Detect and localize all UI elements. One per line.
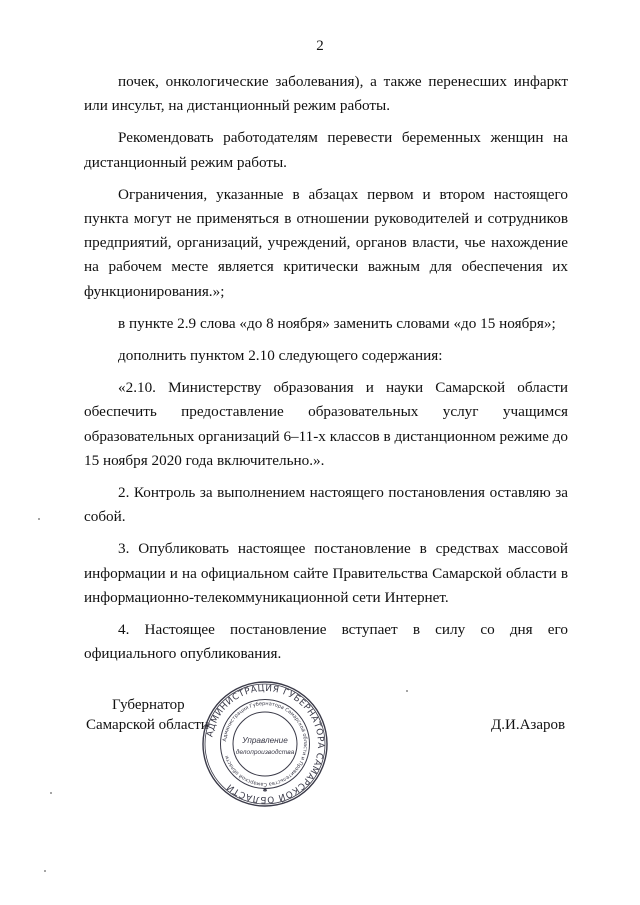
signer-name: Д.И.Азаров [491,717,566,733]
scan-speck [38,518,40,520]
paragraph-continuation: почек, онкологические заболевания), а также перенесших инфаркт или инсульт, на дистанционный режим работы. [84,73,568,115]
scan-speck [406,690,408,692]
paragraph-effective: 4. Настоящее постановление вступает в силу со дня его официального опубликования. [84,621,568,663]
official-seal-stamp [201,680,329,808]
signer-region: Самарской области [86,717,209,733]
signature-block [0,680,640,810]
seal-star-mark: ✱ [262,787,268,794]
paragraph-point-2-9: в пункте 2.9 слова «до 8 ноября» заменить словами «до 15 ноября»; [118,314,556,332]
paragraph-add-2-10: дополнить пунктом 2.10 следующего содержания: [118,347,443,365]
signer-title: Губернатор [112,697,185,713]
seal-outer-ring-text: АДМИНИСТРАЦИЯ ГУБЕРНАТОРА САМАРСКОЙ ОБЛАСТИ [205,683,326,805]
paragraph-point-2-10: «2.10. Министерству образования и науки Самарской области обеспечить предоставление образовательных услуг учащимся образовательных организаций 6–11-х классов в дистанционном режиме до 15 ноября 2020 года включительно.». [84,379,568,469]
paragraph-publish: 3. Опубликовать настоящее постановление в средствах массовой информации и на официальном сайте Правительства Самарской области в информационно-телекоммуникационной сети Интернет. [84,540,568,606]
seal-inner-ring-text: Администрация Губернатора Самарской области и Правительства Самарской области [222,700,309,788]
paragraph-pregnant-women: Рекомендовать работодателям перевести беременных женщин на дистанционный режим работы. [84,129,568,171]
page-number: 2 [316,38,324,54]
seal-center-line-1: Управление [242,736,288,745]
seal-center-line-2: делопроизводства [235,749,295,756]
document-body [84,70,568,674]
paragraph-restrictions: Ограничения, указанные в абзацах первом и втором настоящего пункта могут не применяться в отношении руководителей и сотрудников предприятий, организаций, учреждений, органов власти, чье нахождение на рабочем месте является критически важным для обеспечения их функционирования.»; [84,185,568,300]
paragraph-control: 2. Контроль за выполнением настоящего постановления оставляю за собой. [84,484,568,526]
scan-speck [44,870,46,872]
scan-speck [50,792,52,794]
